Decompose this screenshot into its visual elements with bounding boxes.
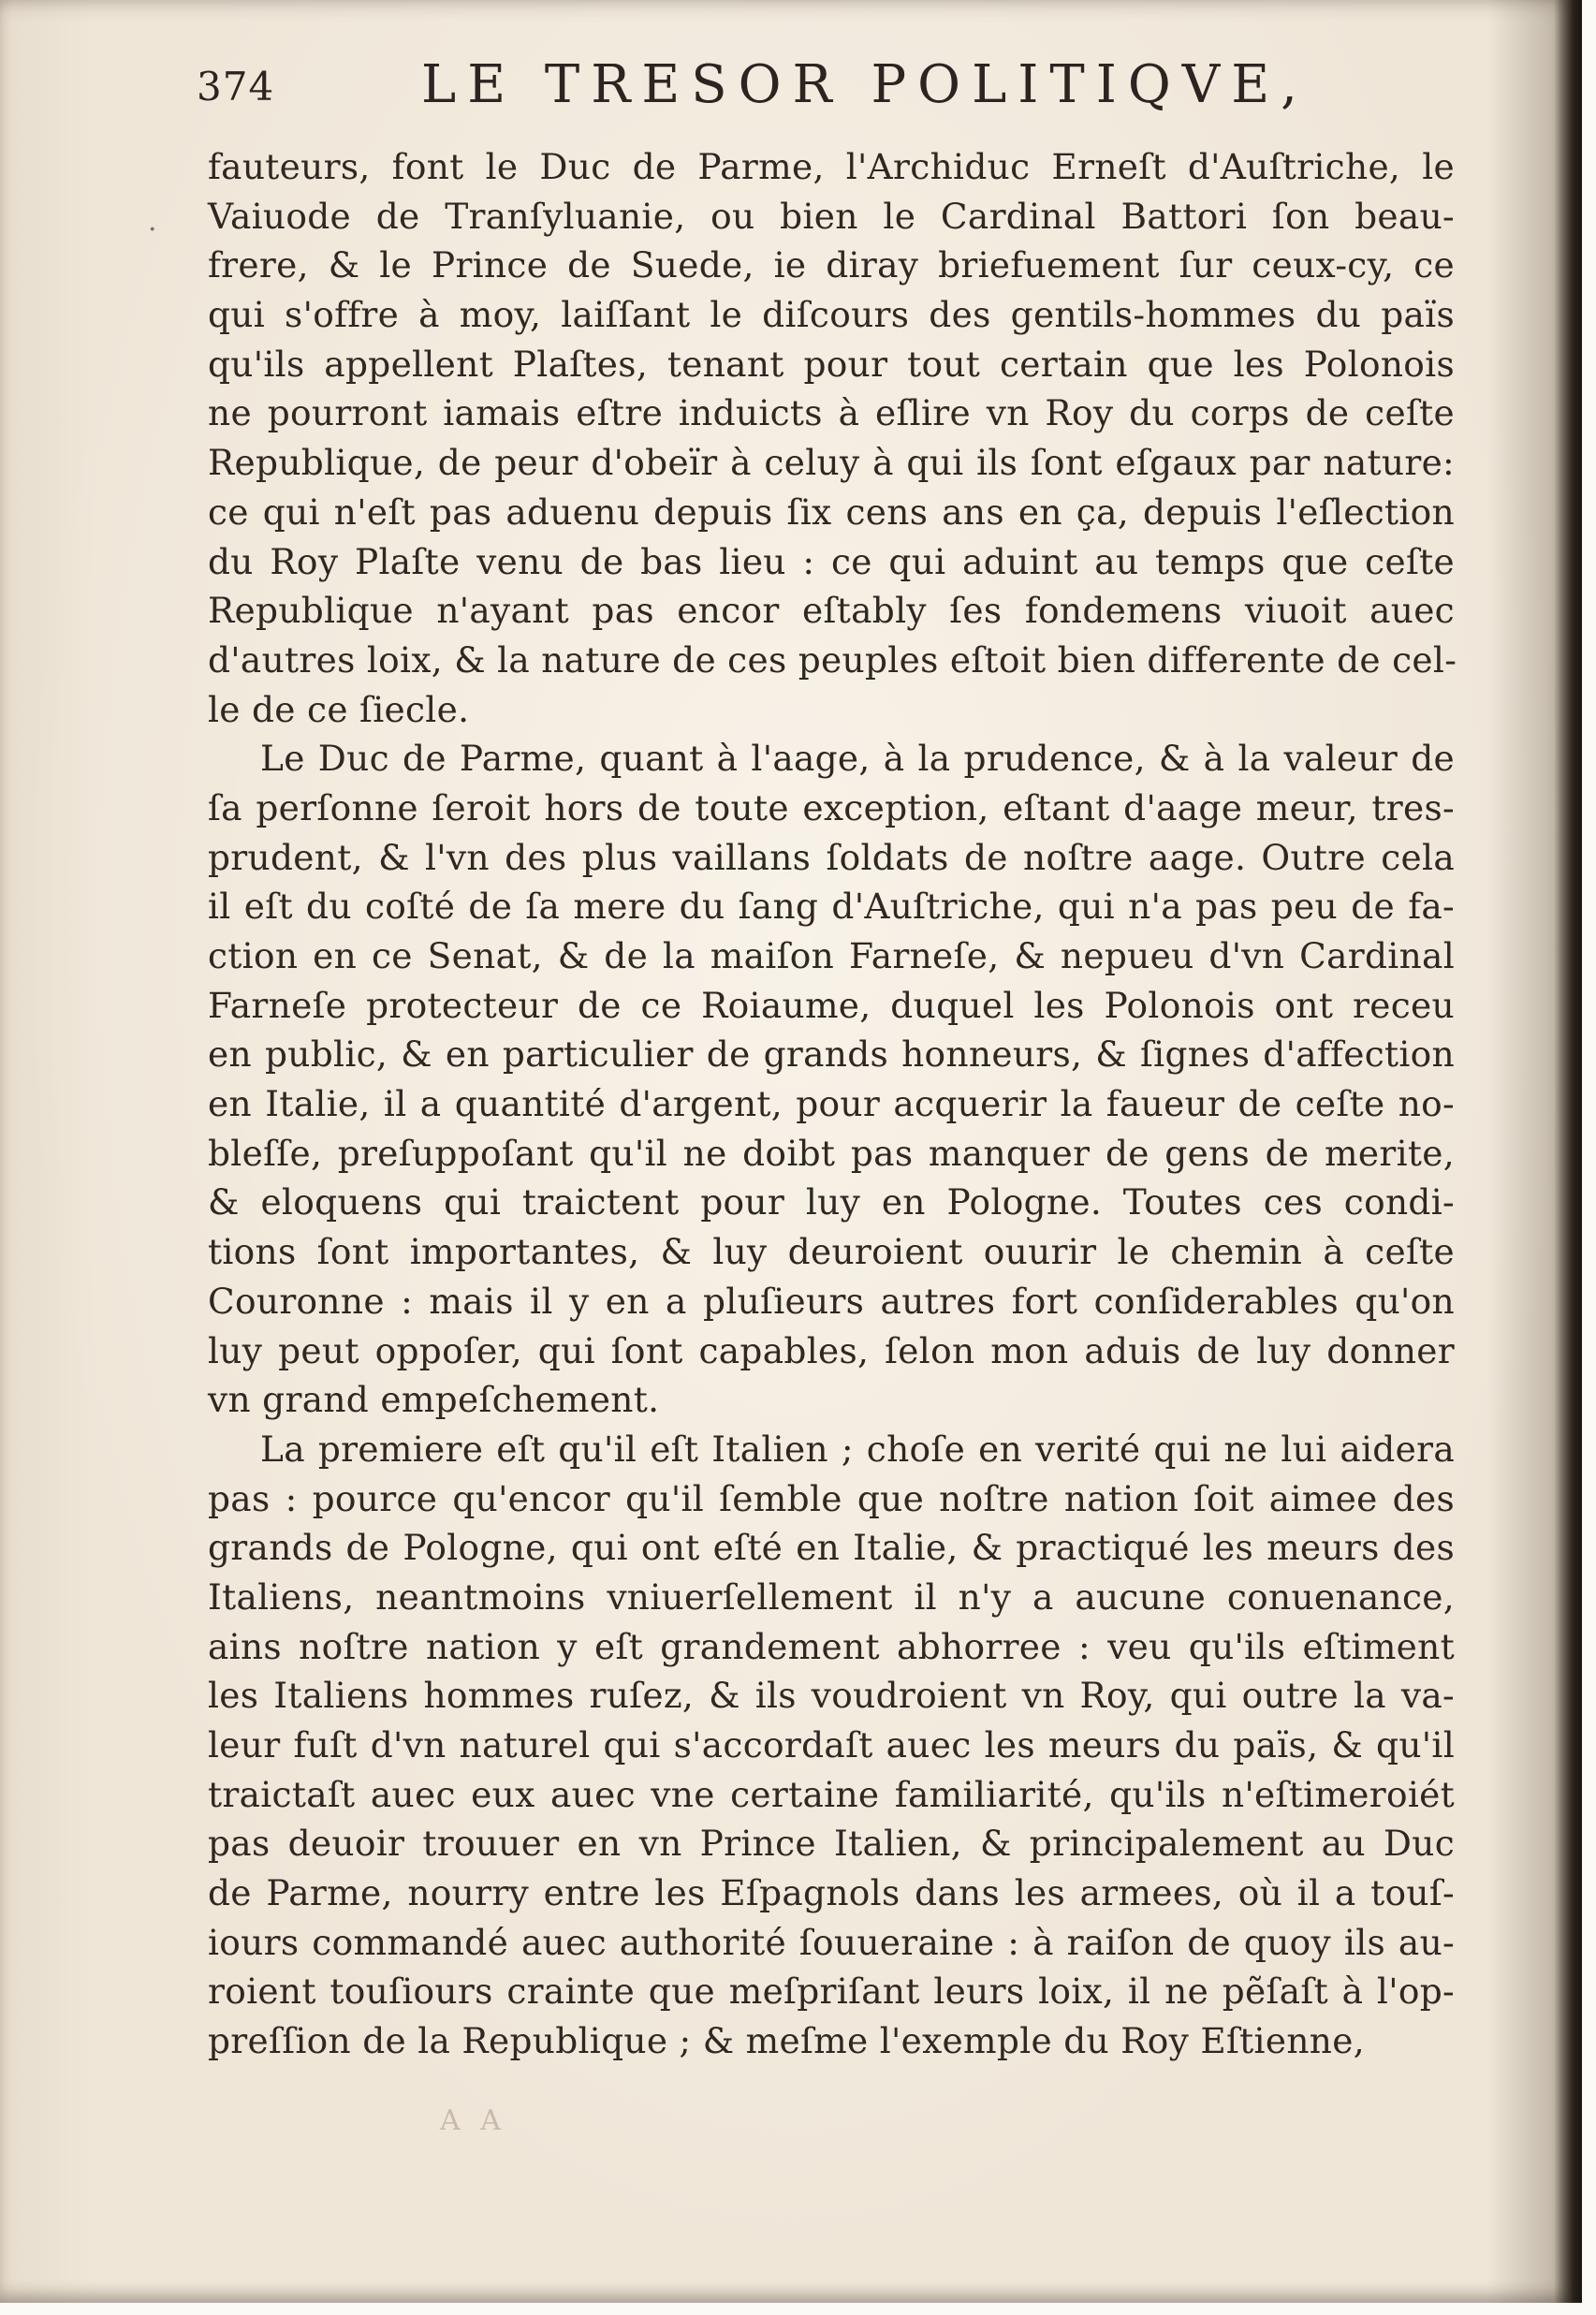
text-line: qui s'offre à moy, laiſſant le diſcours des gentils-hommes du païs [208, 294, 1455, 336]
text-line: Republique n'ayant pas encor eſtably ſes fondemens viuoit auec [208, 590, 1455, 632]
running-head [197, 54, 1460, 129]
paragraph [208, 1425, 1455, 2066]
book-spine-shadow [1554, 0, 1582, 2303]
margin-mark: · [148, 213, 157, 246]
text-line: du Roy Plaſte venu de bas lieu : ce qui aduint au temps que ceſte [208, 540, 1455, 582]
scan-margin [0, 2303, 1596, 2315]
text-line: tions ſont importantes, & luy deuroient ouurir le chemin à ceſte [208, 1231, 1455, 1273]
text-line: en Italie, il a quantité d'argent, pour acquerir la faueur de ceſte no- [208, 1083, 1455, 1125]
paragraph [208, 142, 1455, 734]
text-line: roient touſiours crainte que meſpriſant leurs loix, il ne pẽſaſt à l'op- [208, 1971, 1455, 2013]
text-line: les Italiens hommes ruſez, & ils voudroient vn Roy, qui outre la va- [208, 1675, 1455, 1717]
text-line: en public, & en particulier de grands honneurs, & ſignes d'affection [208, 1033, 1455, 1076]
text-line: luy peut oppoſer, qui ſont capables, ſelon mon aduis de luy donner [208, 1329, 1455, 1371]
text-line: vn grand empeſchement. [208, 1379, 660, 1421]
text-line: leur fuſt d'vn naturel qui s'accordaſt auec les meurs du païs, & qu'il [208, 1724, 1455, 1766]
text-line: prudent, & l'vn des plus vaillans ſoldats de noſtre aage. Outre cela [208, 836, 1455, 878]
text-line: La premiere eſt qu'il eſt Italien ; choſe en verité qui ne lui aidera [260, 1428, 1455, 1470]
signature-mark: A A [440, 2104, 506, 2137]
text-line: le de ce ſiecle. [208, 688, 470, 730]
text-line: Le Duc de Parme, quant à l'aage, à la prudence, & à la valeur de [260, 738, 1455, 780]
text-line: iours commandé auec authorité ſouueraine : à raiſon de quoy ils au- [208, 1921, 1455, 1963]
text-line: Italiens, neantmoins vniuerſellement il n'y a aucune conuenance, [208, 1575, 1455, 1618]
text-line: ce qui n'eſt pas aduenu depuis ſix cens ans en ça, depuis l'eſlection [208, 491, 1455, 533]
text-line: Farneſe protecteur de ce Roiaume, duquel les Polonois ont receu [208, 984, 1455, 1026]
running-title: LE TRESOR POLITIQVE, [421, 54, 1309, 115]
text-line: bleſſe, preſuppoſant qu'il ne doibt pas manquer de gens de merite, [208, 1132, 1455, 1174]
text-line: il eſt du coſté de ſa mere du ſang d'Auſtriche, qui n'a pas peu de fa- [208, 886, 1455, 928]
text-line: fauteurs, font le Duc de Parme, l'Archiduc Erneſt d'Auſtriche, le [208, 146, 1455, 187]
text-line: ains noſtre nation y eſt grandement abhorree : veu qu'ils eſtiment [208, 1625, 1455, 1667]
text-line: pas deuoir trouuer en vn Prince Italien, & principalement au Duc [208, 1823, 1455, 1865]
text-line: preſſion de la Republique ; & meſme l'exemple du Roy Eſtienne, [208, 2020, 1365, 2062]
text-line: ſa perſonne ſeroit hors de toute exception, eſtant d'aage meur, tres- [208, 786, 1455, 828]
text-line: & eloquens qui traictent pour luy en Pologne. Toutes ces condi- [208, 1181, 1455, 1223]
text-line: ne pourront iamais eſtre induicts à eſlire vn Roy du corps de ceſte [208, 392, 1455, 434]
text-line: de Parme, nourry entre les Eſpagnols dans les armees, où il a touſ- [208, 1872, 1455, 1914]
page-number: 374 [197, 64, 275, 110]
text-line: Republique, de peur d'obeïr à celuy à qui ils ſont eſgaux par nature: [208, 442, 1455, 484]
text-line: frere, & le Prince de Suede, ie diray briefuement ſur ceux-cy, ce [208, 244, 1455, 286]
text-line: traictaſt auec eux auec vne certaine familiarité, qu'ils n'eſtimeroiét [208, 1773, 1455, 1815]
paragraph [208, 734, 1455, 1425]
text-line: Couronne : mais il y en a pluſieurs autres fort conſiderables qu'on [208, 1280, 1455, 1322]
text-line: Vaiuode de Tranſyluanie, ou bien le Cardinal Battori ſon beau- [208, 195, 1455, 237]
body-text [208, 142, 1455, 2066]
text-line: grands de Pologne, qui ont eſté en Italie, & practiqué les meurs des [208, 1527, 1455, 1569]
text-line: ction en ce Senat, & de la maiſon Farneſe, & nepueu d'vn Cardinal [208, 935, 1455, 976]
text-line: pas : pource qu'encor qu'il ſemble que noſtre nation ſoit aimee des [208, 1477, 1455, 1519]
text-line: d'autres loix, & la nature de ces peuples eſtoit bien differente de cel- [208, 638, 1457, 681]
text-line: qu'ils appellent Plaſtes, tenant pour tout certain que les Polonois [208, 343, 1455, 385]
